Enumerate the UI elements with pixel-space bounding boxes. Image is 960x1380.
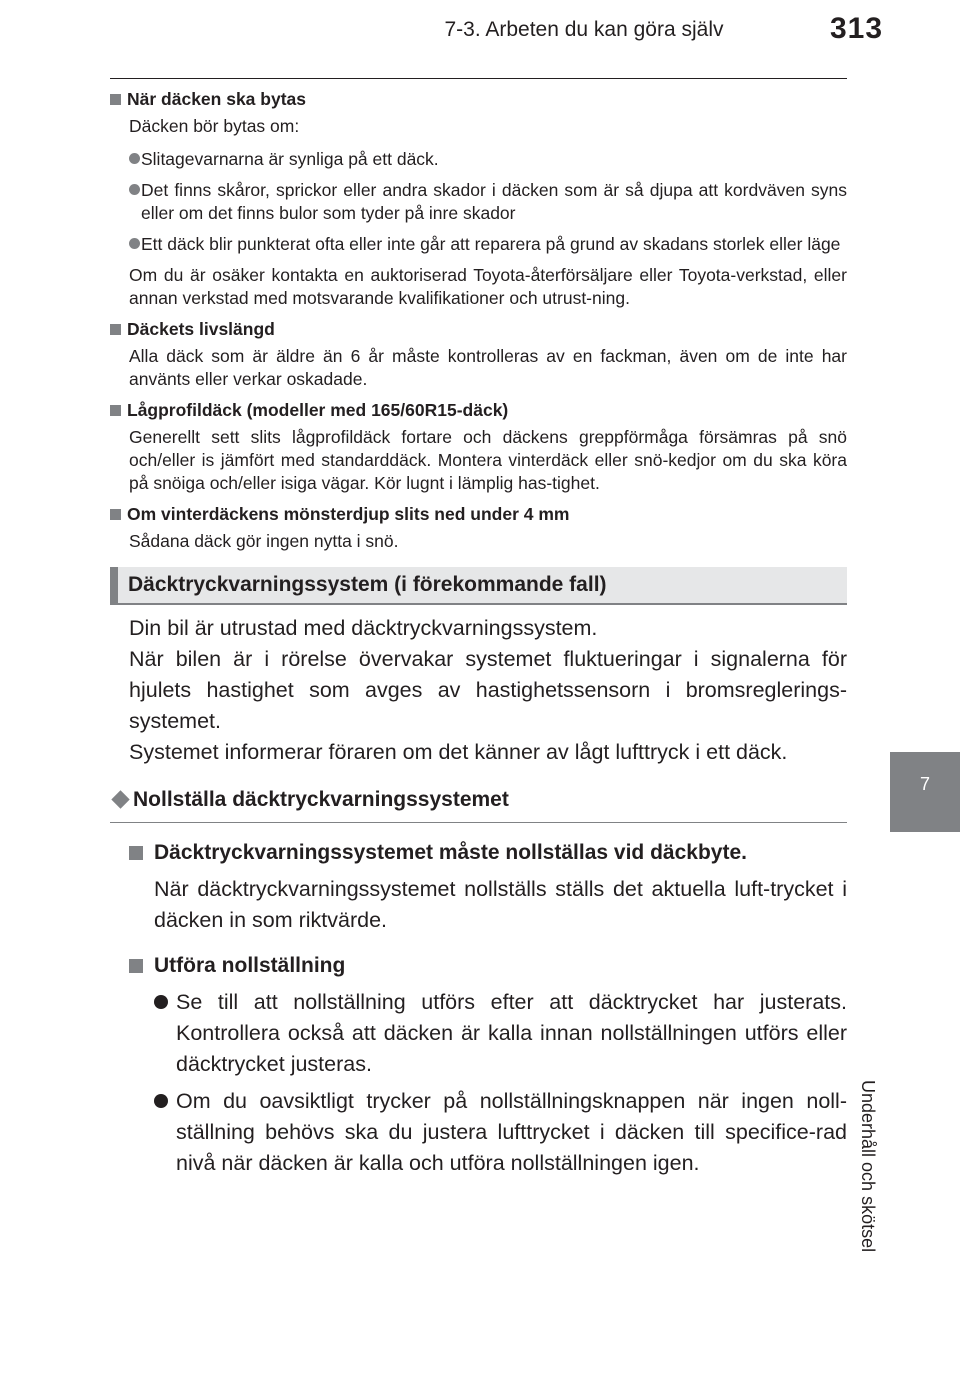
tpws-paragraph: Din bil är utrustad med däcktryckvarningssystem.	[129, 616, 598, 640]
heading-winter-tread: Om vinterdäckens mönsterdjup slits ned under 4 mm	[110, 503, 847, 526]
heading-must-reset: Däcktryckvarningssystemet måste nollställas vid däckbyte.	[110, 837, 847, 868]
perform-reset-bullet: Se till att nollställning utförs efter att däcktrycket har justerats. Kontrollera också att däcken är kalla innan nollställningen utförs eller däcktrycket justeras.	[110, 987, 847, 1080]
tpws-intro	[110, 613, 847, 768]
header-divider	[110, 78, 847, 79]
chapter-tab-strip	[890, 834, 960, 1306]
section-title: Däcktryckvarningssystem (i förekommande fall)	[128, 573, 607, 596]
tpws-paragraph: När bilen är i rörelse övervakar systemet fluktueringar i signalerna för hjulets hastighet som avges av hastighetssensorn i bromsreglerings-systemet.	[129, 647, 847, 733]
tire-replacement-note: Om du är osäker kontakta en auktoriserad Toyota-återförsäljare eller Toyota-verkstad, eller annan verkstad med motsvarande kvalifikationer och utrust-ning.	[129, 265, 847, 308]
subsection-heading-reset: Nollställa däcktryckvarningssystemet	[110, 788, 847, 823]
tire-replacement-bullet: Det finns skåror, sprickor eller andra skador i däcken som är så djupa att kordväven syns eller om det finns bulor som tyder på inre skador	[110, 179, 847, 225]
chapter-title-vertical: Underhåll och skötsel	[858, 1080, 878, 1253]
tire-replacement-bullet: Ett däck blir punkterat ofta eller inte går att reparera på grund av skadans storlek eller läge	[110, 233, 847, 256]
heading-tire-life: Däckets livslängd	[110, 318, 847, 341]
winter-tread-text: Sådana däck gör ingen nytta i snö.	[129, 531, 399, 551]
tire-replacement-intro: Däcken bör bytas om:	[129, 116, 300, 136]
chapter-tab	[890, 752, 960, 832]
heading-tire-replacement: När däcken ska bytas	[110, 88, 847, 111]
must-reset-text: När däcktryckvarningssystemet nollställs ställs det aktuella luft-trycket i däcken in som riktvärde.	[154, 877, 847, 932]
perform-reset-bullet: Om du oavsiktligt trycker på nollställningsknappen när ingen noll-ställning behövs ska du justera lufttrycket i däcken till specifice-rad nivå när däcken är kalla och utföra nollställningen igen.	[110, 1086, 847, 1179]
chapter-number: 7	[919, 774, 930, 794]
tire-replacement-bullet: Slitagevarnarna är synliga på ett däck.	[110, 148, 847, 171]
section-title-box	[110, 567, 847, 605]
heading-low-profile: Lågprofildäck (modeller med 165/60R15-däck)	[110, 399, 847, 422]
tire-life-text: Alla däck som är äldre än 6 år måste kontrolleras av en fackman, även om de inte har använts eller verkar oskadade.	[129, 346, 847, 389]
page-number: 313	[830, 12, 884, 45]
header-section-title: 7-3. Arbeten du kan göra själv	[444, 18, 724, 41]
tpws-paragraph: Systemet informerar föraren om det känner av lågt lufttryck i ett däck.	[129, 740, 788, 764]
low-profile-text: Generellt sett slits lågprofildäck fortare och däckens greppförmåga försämras på snö och/eller is jämfört med standarddäck. Montera vinterdäck eller snö-kedjor om du ska köra på snöiga och/eller isiga vägar. Kör lugnt i lämplig has-tighet.	[129, 427, 847, 493]
heading-perform-reset: Utföra nollställning	[110, 950, 847, 981]
page-content	[110, 88, 847, 1179]
